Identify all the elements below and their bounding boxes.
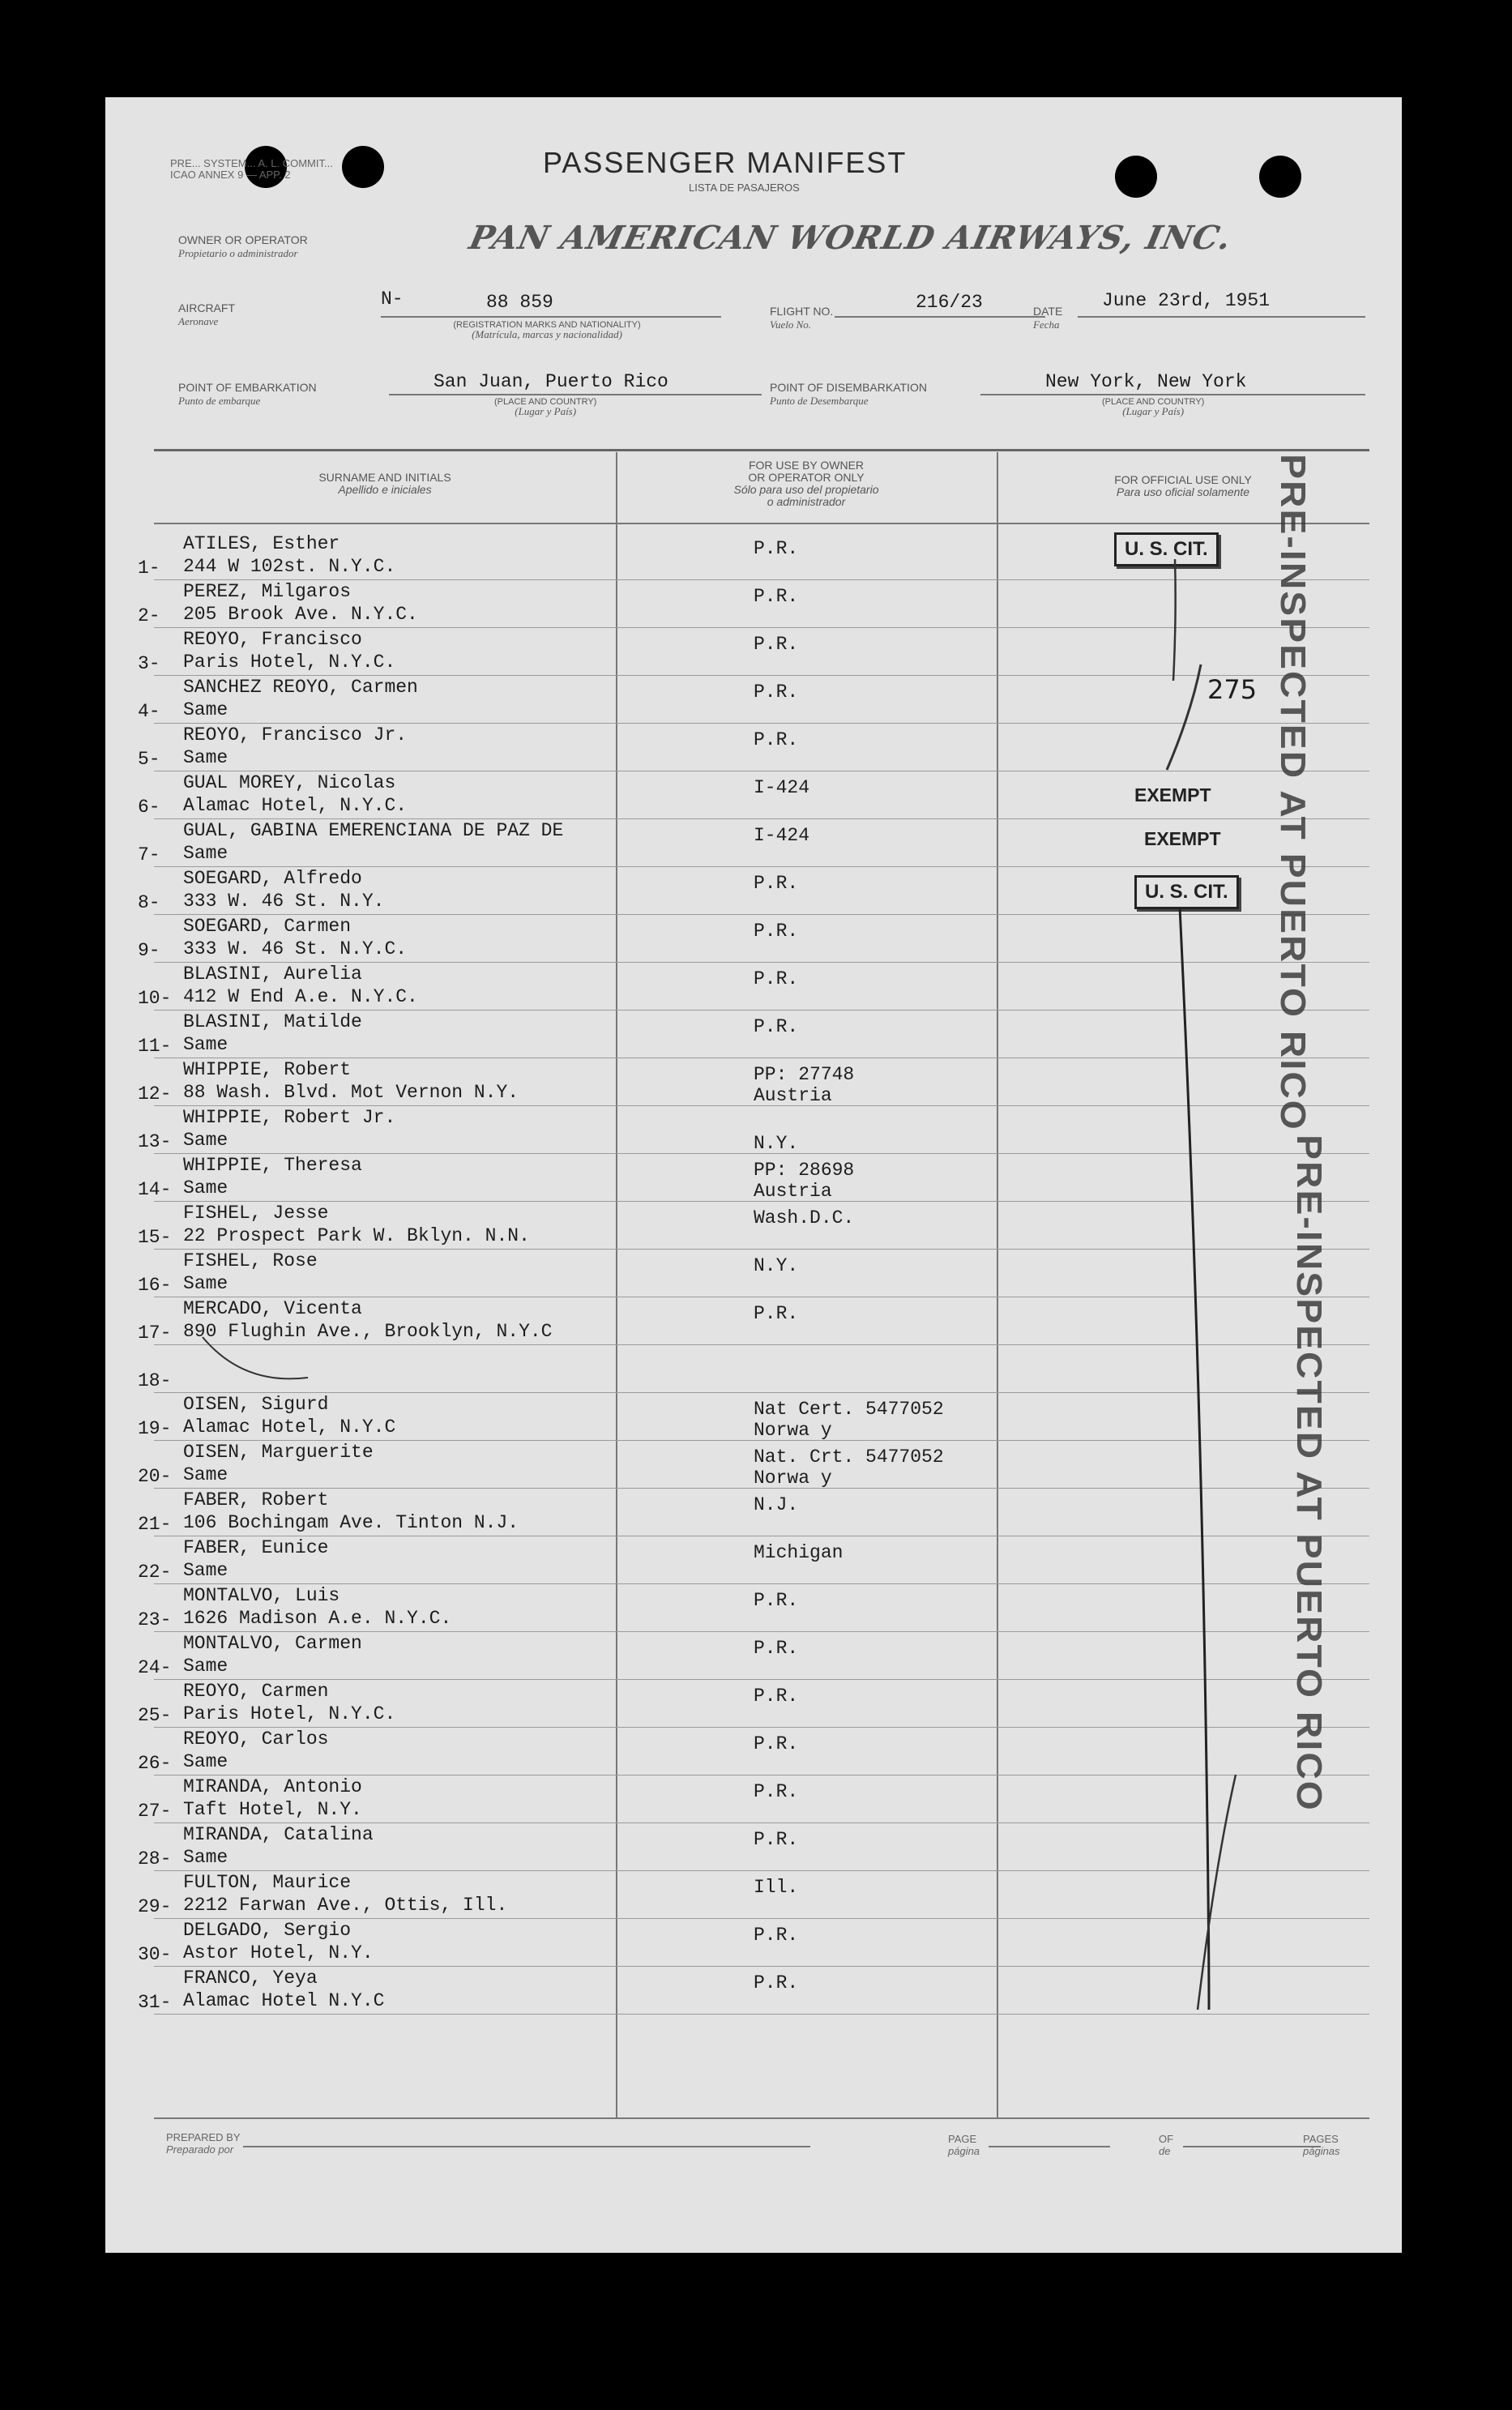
owner-use-value: Wash.D.C. (754, 1207, 855, 1229)
passenger-name: MIRANDA, Antonio (183, 1776, 362, 1797)
row-number: 30- (138, 1944, 172, 1965)
footer-rule (154, 2117, 1369, 2119)
passenger-address: Same (183, 843, 229, 864)
date-label: DATE Fecha (1033, 305, 1063, 331)
prepared-by-label: PREPARED BY Preparado por (166, 2131, 241, 2156)
passenger-name: FISHEL, Jesse (183, 1203, 329, 1224)
row-rule (154, 818, 1369, 819)
owner-use-value: P.R. (754, 538, 799, 559)
owner-use-value-2: Norwa y (754, 1468, 832, 1489)
row-number: 3- (138, 653, 160, 674)
row-rule (154, 675, 1369, 676)
disembark-label: POINT OF DISEMBARKATION Punto de Desembarque (770, 381, 927, 407)
passenger-name: SOEGARD, Alfredo (183, 868, 362, 889)
passenger-address: Paris Hotel, N.Y.C. (183, 1703, 396, 1724)
passenger-name: FRANCO, Yeya (183, 1968, 318, 1989)
owner-use-value-2: N.Y. (754, 1133, 799, 1154)
row-number: 27- (138, 1801, 172, 1822)
owner-use-value: P.R. (754, 1972, 799, 1993)
owner-use-value: P.R. (754, 1781, 799, 1802)
passenger-name: FULTON, Maurice (183, 1872, 352, 1893)
row-number: 16- (138, 1275, 172, 1296)
table-top-rule (154, 449, 1369, 451)
row-rule (154, 1631, 1369, 1632)
passenger-name: MONTALVO, Carmen (183, 1633, 362, 1654)
row-rule (154, 1105, 1369, 1106)
aircraft-prefix: N- (381, 288, 404, 310)
passenger-address: 244 W 102st. N.Y.C. (183, 556, 396, 577)
of-label: OF de (1159, 2133, 1174, 2157)
row-rule (154, 1440, 1369, 1441)
row-rule (154, 866, 1369, 867)
passenger-address: Same (183, 1464, 229, 1485)
owner-use-value: P.R. (754, 921, 799, 942)
col-header-name: SURNAME AND INITIALS Apellido e iniciales (318, 471, 451, 496)
passenger-address: Same (183, 1560, 229, 1581)
owner-use-value: I-424 (754, 825, 810, 846)
row-number: 17- (138, 1323, 172, 1344)
row-rule (154, 1966, 1369, 1967)
row-number: 15- (138, 1227, 172, 1248)
aircraft-value: 88 859 (486, 292, 553, 313)
passenger-name: MERCADO, Vicenta (183, 1298, 362, 1319)
row-number: 8- (138, 892, 160, 913)
passenger-address: Same (183, 747, 229, 768)
row-number: 4- (138, 701, 160, 722)
col-header-owner-use: FOR USE BY OWNER OR OPERATOR ONLY Sólo para uso del propietario o administrador (733, 459, 879, 508)
passenger-name: FABER, Eunice (183, 1537, 329, 1558)
owner-use-value: Michigan (754, 1542, 844, 1563)
passenger-address: 106 Bochingam Ave. Tinton N.J. (183, 1512, 519, 1533)
passenger-name: WHIPPIE, Theresa (183, 1155, 362, 1176)
passenger-address: 333 W. 46 St. N.Y. (183, 891, 385, 912)
owner-use-value-2: Austria (754, 1085, 832, 1106)
owner-use-value: N.J. (754, 1494, 799, 1515)
row-number: 9- (138, 940, 160, 961)
disembark-value: New York, New York (1045, 371, 1247, 392)
row-number: 14- (138, 1179, 172, 1200)
owner-use-value: Nat. Crt. 5477052 (754, 1446, 944, 1468)
row-rule (154, 1201, 1369, 1202)
passenger-address: Same (183, 1177, 229, 1199)
row-rule (154, 1344, 1369, 1345)
page-subtitle: LISTA DE PASAJEROS (689, 182, 800, 194)
row-rule (154, 1679, 1369, 1680)
passenger-address: Same (183, 1130, 229, 1151)
embark-value: San Juan, Puerto Rico (434, 371, 668, 392)
passenger-name: WHIPPIE, Robert (183, 1059, 352, 1080)
passenger-name: SANCHEZ REOYO, Carmen (183, 677, 418, 698)
owner-use-value-2: Austria (754, 1181, 832, 1202)
rule (980, 394, 1365, 395)
passenger-address: Alamac Hotel, N.Y.C. (183, 795, 408, 816)
owner-label: OWNER OR OPERATOR Propietario o administrador (178, 233, 308, 259)
rule (835, 316, 1045, 318)
passenger-name: DELGADO, Sergio (183, 1920, 352, 1941)
icao-ref: PRE... SYSTEM... A. L. COMMIT... ICAO ANNEX 9 — APP. 2 (170, 157, 333, 181)
pages-label: PAGES páginas (1303, 2133, 1340, 2157)
pre-inspected-stamp: PRE-INSPECTED AT PUERTO RICO (1289, 1134, 1329, 1812)
rule (989, 2146, 1110, 2147)
handwritten-note: 275 (1207, 674, 1258, 705)
flight-value: 216/23 (916, 292, 983, 313)
passenger-name: GUAL, GABINA EMERENCIANA DE PAZ DE (183, 820, 564, 841)
date-value: June 23rd, 1951 (1102, 290, 1271, 311)
page-label: PAGE página (948, 2133, 980, 2157)
owner-use-value: P.R. (754, 1638, 799, 1659)
row-number: 31- (138, 1992, 172, 2013)
owner-use-value: P.R. (754, 1925, 799, 1946)
passenger-name: WHIPPIE, Robert Jr. (183, 1107, 396, 1128)
passenger-name: SOEGARD, Carmen (183, 916, 352, 937)
owner-use-value-2: Norwa y (754, 1420, 832, 1441)
passenger-name: GUAL MOREY, Nicolas (183, 772, 396, 793)
passenger-name: REOYO, Francisco (183, 629, 362, 650)
passenger-name: REOYO, Carmen (183, 1681, 329, 1702)
row-number: 19- (138, 1418, 172, 1439)
row-rule (154, 1249, 1369, 1250)
row-rule (154, 1010, 1369, 1011)
passenger-address: Taft Hotel, N.Y. (183, 1799, 362, 1820)
col-header-official-use: FOR OFFICIAL USE ONLY Para uso oficial solamente (1114, 473, 1252, 498)
owner-use-value: P.R. (754, 1016, 799, 1037)
passenger-address: Alamac Hotel, N.Y.C (183, 1417, 396, 1438)
row-rule (154, 579, 1369, 580)
row-number: 1- (138, 558, 160, 579)
passenger-name: BLASINI, Aurelia (183, 964, 362, 985)
passenger-address: Same (183, 1751, 229, 1772)
owner-use-value: P.R. (754, 968, 799, 989)
exempt-stamp: EXEMPT (1144, 828, 1221, 849)
us-citizen-stamp: U. S. CIT. (1114, 532, 1219, 566)
aircraft-sub: (REGISTRATION MARKS AND NATIONALITY) (Matrícula, marcas y nacionalidad) (453, 320, 641, 340)
owner-use-value: P.R. (754, 1686, 799, 1707)
passenger-name: ATILES, Esther (183, 533, 340, 554)
row-number: 21- (138, 1514, 172, 1535)
row-rule (154, 1583, 1369, 1584)
owner-use-value: Nat Cert. 5477052 (754, 1399, 944, 1420)
row-rule (154, 962, 1369, 963)
punch-hole (1115, 156, 1157, 198)
owner-use-value: P.R. (754, 586, 799, 607)
row-number: 24- (138, 1657, 172, 1678)
rule (1183, 2146, 1321, 2147)
rule (1078, 316, 1365, 318)
row-number: 5- (138, 749, 160, 770)
owner-use-value: PP: 28698 (754, 1160, 855, 1181)
row-number: 28- (138, 1848, 172, 1869)
owner-use-value: P.R. (754, 682, 799, 703)
passenger-name: MONTALVO, Luis (183, 1585, 340, 1606)
passenger-name: MIRANDA, Catalina (183, 1824, 374, 1845)
passenger-name: REOYO, Francisco Jr. (183, 724, 408, 746)
row-rule (154, 627, 1369, 628)
header-rule (154, 523, 1369, 524)
owner-value: PAN AMERICAN WORLD AIRWAYS, INC. (466, 219, 1236, 257)
passenger-name: FABER, Robert (183, 1489, 329, 1511)
row-rule (154, 723, 1369, 724)
owner-use-value: N.Y. (754, 1255, 799, 1276)
row-number: 25- (138, 1705, 172, 1726)
owner-use-value: P.R. (754, 729, 799, 750)
passenger-address: 88 Wash. Blvd. Mot Vernon N.Y. (183, 1082, 519, 1103)
column-divider (616, 452, 617, 2117)
embark-sub: (PLACE AND COUNTRY) (Lugar y País) (494, 397, 597, 417)
us-citizen-stamp: U. S. CIT. (1134, 875, 1239, 909)
passenger-name: OISEN, Marguerite (183, 1442, 374, 1463)
owner-use-value: P.R. (754, 1733, 799, 1754)
passenger-address: 333 W. 46 St. N.Y.C. (183, 938, 408, 959)
owner-use-value: P.R. (754, 873, 799, 894)
punch-hole (342, 146, 384, 188)
exempt-stamp: EXEMPT (1134, 784, 1211, 805)
passenger-name: BLASINI, Matilde (183, 1011, 362, 1032)
owner-use-value: P.R. (754, 1303, 799, 1324)
passenger-address: Same (183, 699, 229, 720)
punch-hole (1259, 156, 1301, 198)
row-number: 11- (138, 1036, 172, 1057)
pre-inspected-stamp: PRE-INSPECTED AT PUERTO RICO (1273, 454, 1313, 1131)
row-number: 22- (138, 1562, 172, 1583)
passenger-address: 412 W End A.e. N.Y.C. (183, 986, 418, 1007)
owner-use-value: P.R. (754, 1829, 799, 1850)
row-rule (154, 1392, 1369, 1393)
page-title: PASSENGER MANIFEST (543, 146, 908, 179)
passenger-address: Paris Hotel, N.Y.C. (183, 652, 396, 673)
row-number: 6- (138, 797, 160, 818)
aircraft-label: AIRCRAFT Aeronave (178, 301, 235, 327)
owner-use-value: PP: 27748 (754, 1064, 855, 1085)
passenger-address: Same (183, 1034, 229, 1055)
owner-use-value: P.R. (754, 634, 799, 655)
passenger-address: Same (183, 1273, 229, 1294)
passenger-address: 1626 Madison A.e. N.Y.C. (183, 1608, 452, 1629)
row-number: 2- (138, 605, 160, 626)
passenger-address: Alamac Hotel N.Y.C (183, 1990, 385, 2011)
disembark-sub: (PLACE AND COUNTRY) (Lugar y País) (1102, 397, 1205, 417)
rule (381, 316, 721, 318)
row-rule (154, 1822, 1369, 1823)
rule (243, 2146, 810, 2147)
manifest-sheet (105, 97, 1402, 2253)
row-rule (154, 1918, 1369, 1919)
row-rule (154, 1870, 1369, 1871)
owner-use-value: Ill. (754, 1877, 799, 1898)
row-rule (154, 2014, 1369, 2015)
passenger-name: FISHEL, Rose (183, 1250, 318, 1271)
passenger-address: Same (183, 1847, 229, 1868)
embark-label: POINT OF EMBARKATION Punto de embarque (178, 381, 317, 407)
passenger-name: OISEN, Sigurd (183, 1394, 329, 1415)
row-number: 20- (138, 1466, 172, 1487)
passenger-address: 205 Brook Ave. N.Y.C. (183, 604, 418, 625)
passenger-name: REOYO, Carlos (183, 1728, 329, 1750)
row-number: 29- (138, 1896, 172, 1917)
passenger-address: 890 Flughin Ave., Brooklyn, N.Y.C (183, 1321, 553, 1342)
row-number: 18- (138, 1370, 172, 1391)
passenger-address: Same (183, 1656, 229, 1677)
row-number: 23- (138, 1609, 172, 1630)
row-number: 7- (138, 844, 160, 865)
row-number: 26- (138, 1753, 172, 1774)
row-number: 10- (138, 988, 172, 1009)
owner-use-value: I-424 (754, 777, 810, 798)
row-number: 12- (138, 1083, 172, 1105)
column-divider (997, 452, 998, 2117)
passenger-address: Astor Hotel, N.Y. (183, 1942, 374, 1963)
row-rule (154, 1488, 1369, 1489)
passenger-address: 22 Prospect Park W. Bklyn. N.N. (183, 1225, 530, 1246)
rule (389, 394, 762, 395)
flight-label: FLIGHT NO. Vuelo No. (770, 305, 834, 331)
passenger-address: 2212 Farwan Ave., Ottis, Ill. (183, 1895, 508, 1916)
row-rule (154, 914, 1369, 915)
row-rule (154, 1727, 1369, 1728)
owner-use-value: P.R. (754, 1590, 799, 1611)
row-number: 13- (138, 1131, 172, 1152)
row-rule (154, 1153, 1369, 1154)
passenger-name: PEREZ, Milgaros (183, 581, 352, 602)
